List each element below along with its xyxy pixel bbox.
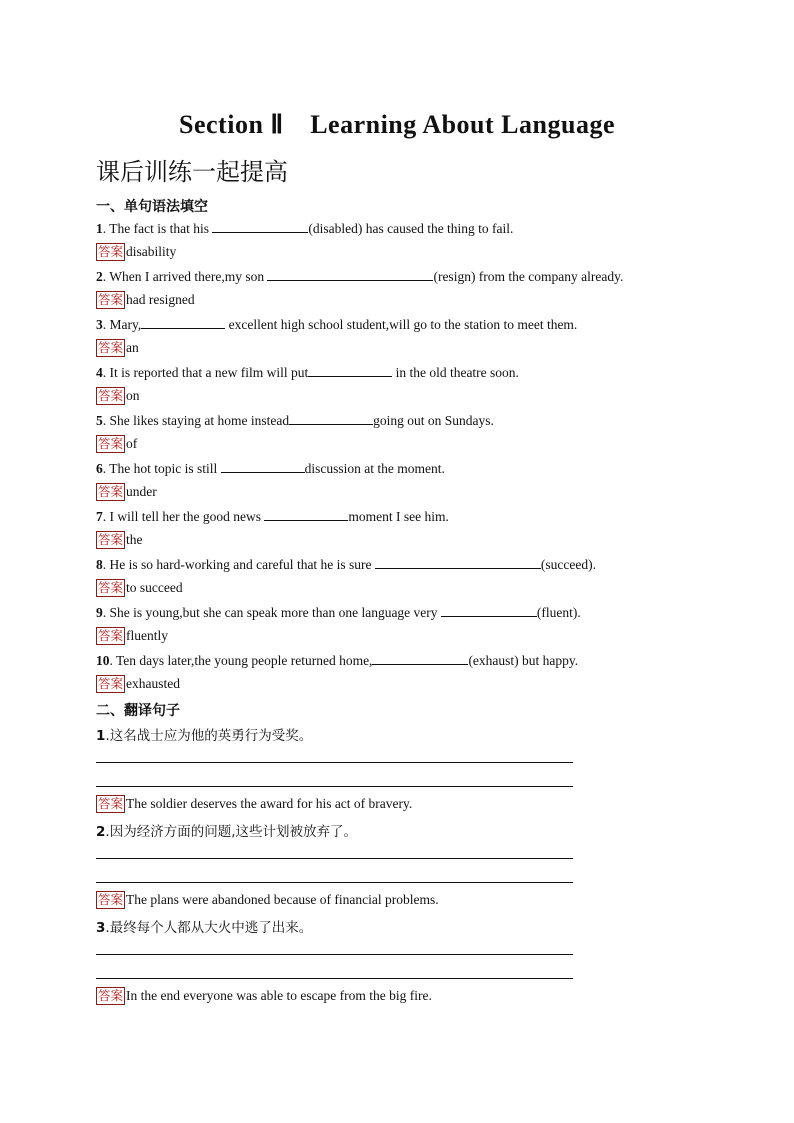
question-number: 1 bbox=[96, 728, 106, 744]
answer-blank bbox=[308, 364, 392, 377]
answer-row-3 bbox=[96, 339, 139, 357]
answer-row-8 bbox=[96, 579, 183, 597]
question-text-post: (succeed). bbox=[540, 557, 597, 572]
answer-badge: 答案 bbox=[98, 988, 124, 1003]
translation-answer-2 bbox=[96, 891, 439, 909]
question-2 bbox=[96, 268, 623, 285]
question-text-pre: . I will tell her the good news bbox=[102, 509, 265, 524]
answer-blank bbox=[212, 220, 308, 233]
answer-text: The soldier deserves the award for his act of bravery. bbox=[126, 796, 413, 811]
question-number: 2 bbox=[96, 269, 103, 284]
question-text-pre: . Mary, bbox=[102, 317, 142, 332]
section-heading-grammar: 一、单句语法填空 bbox=[96, 199, 208, 215]
question-3 bbox=[96, 316, 577, 333]
question-text-pre: . She likes staying at home instead bbox=[102, 413, 290, 428]
question-8 bbox=[96, 556, 596, 573]
answer-badge: 答案 bbox=[98, 628, 124, 643]
question-5 bbox=[96, 412, 494, 429]
answer-row-6 bbox=[96, 483, 157, 501]
writing-line bbox=[96, 786, 573, 787]
question-number: 3 bbox=[96, 317, 103, 332]
answer-blank bbox=[267, 268, 433, 281]
answer-row-4 bbox=[96, 387, 140, 405]
question-text-pre: . When I arrived there,my son bbox=[102, 269, 268, 284]
question-text-post: (fluent). bbox=[536, 605, 581, 620]
answer-badge: 答案 bbox=[98, 796, 124, 811]
question-text-post: excellent high school student,will go to the station to meet them. bbox=[225, 317, 578, 332]
answer-text: In the end everyone was able to escape from the big fire. bbox=[126, 988, 432, 1003]
question-6 bbox=[96, 460, 445, 477]
question-number: 7 bbox=[96, 509, 103, 524]
writing-line bbox=[96, 882, 573, 883]
answer-badge: 答案 bbox=[98, 340, 124, 355]
writing-line bbox=[96, 858, 573, 859]
translation-answer-3 bbox=[96, 987, 432, 1005]
translation-prompt-1 bbox=[96, 724, 312, 744]
answer-badge: 答案 bbox=[98, 388, 124, 403]
answer-blank bbox=[441, 604, 537, 617]
question-7 bbox=[96, 508, 449, 525]
answer-row-10 bbox=[96, 675, 180, 693]
section-heading-translation: 二、翻译句子 bbox=[96, 703, 180, 719]
question-text-pre: . She is young,but she can speak more than one language very bbox=[102, 605, 441, 620]
answer-badge: 答案 bbox=[98, 244, 124, 259]
answer-text: the bbox=[126, 532, 143, 547]
answer-blank bbox=[264, 508, 348, 521]
answer-blank bbox=[221, 460, 305, 473]
answer-badge: 答案 bbox=[98, 436, 124, 451]
answer-text: under bbox=[126, 484, 157, 499]
question-10 bbox=[96, 652, 578, 669]
answer-text: an bbox=[126, 340, 139, 355]
question-text-post: discussion at the moment. bbox=[304, 461, 445, 476]
translation-answer-1 bbox=[96, 795, 412, 813]
prompt-text: .这名战士应为他的英勇行为受奖。 bbox=[105, 728, 313, 744]
question-text-pre: . He is so hard-working and careful that he is sure bbox=[102, 557, 375, 572]
question-number: 1 bbox=[96, 221, 103, 236]
answer-text: to succeed bbox=[126, 580, 183, 595]
question-4 bbox=[96, 364, 519, 381]
answer-row-1 bbox=[96, 243, 176, 261]
question-text-post: in the old theatre soon. bbox=[392, 365, 519, 380]
writing-line bbox=[96, 978, 573, 979]
question-number: 10 bbox=[96, 653, 110, 668]
answer-badge: 答案 bbox=[98, 580, 124, 595]
answer-text: on bbox=[126, 388, 140, 403]
question-number: 6 bbox=[96, 461, 103, 476]
question-number: 8 bbox=[96, 557, 103, 572]
answer-badge: 答案 bbox=[98, 484, 124, 499]
answer-badge: 答案 bbox=[98, 532, 124, 547]
answer-blank bbox=[141, 316, 225, 329]
question-text-post: (disabled) has caused the thing to fail. bbox=[308, 221, 514, 236]
answer-text: The plans were abandoned because of financial problems. bbox=[126, 892, 439, 907]
question-text-post: (resign) from the company already. bbox=[433, 269, 624, 284]
writing-line bbox=[96, 954, 573, 955]
question-1 bbox=[96, 220, 513, 237]
prompt-text: .最终每个人都从大火中逃了出来。 bbox=[105, 920, 313, 936]
answer-blank bbox=[372, 652, 468, 665]
question-number: 4 bbox=[96, 365, 103, 380]
page-title: Section Ⅱ Learning About Language bbox=[179, 110, 615, 139]
question-number: 3 bbox=[96, 920, 106, 936]
answer-row-7 bbox=[96, 531, 143, 549]
question-text-post: going out on Sundays. bbox=[373, 413, 494, 428]
answer-text: disability bbox=[126, 244, 177, 259]
answer-text: exhausted bbox=[126, 676, 180, 691]
question-text-pre: . Ten days later,the young people returned home, bbox=[109, 653, 373, 668]
answer-blank bbox=[289, 412, 373, 425]
question-number: 5 bbox=[96, 413, 103, 428]
answer-row-2 bbox=[96, 291, 195, 309]
question-number: 9 bbox=[96, 605, 103, 620]
answer-badge: 答案 bbox=[98, 676, 124, 691]
answer-blank bbox=[375, 556, 541, 569]
translation-prompt-3 bbox=[96, 916, 312, 936]
prompt-text: .因为经济方面的问题,这些计划被放弃了。 bbox=[105, 824, 357, 840]
answer-text: of bbox=[126, 436, 138, 451]
question-text-post: (exhaust) but happy. bbox=[468, 653, 579, 668]
question-9 bbox=[96, 604, 581, 621]
writing-line bbox=[96, 762, 573, 763]
answer-badge: 答案 bbox=[98, 292, 124, 307]
translation-prompt-2 bbox=[96, 820, 357, 840]
question-text-pre: . It is reported that a new film will put bbox=[102, 365, 309, 380]
answer-row-5 bbox=[96, 435, 137, 453]
question-number: 2 bbox=[96, 824, 106, 840]
question-text-pre: . The hot topic is still bbox=[102, 461, 221, 476]
question-text-post: moment I see him. bbox=[348, 509, 449, 524]
page-subtitle: 课后训练一起提高 bbox=[96, 158, 288, 186]
answer-text: fluently bbox=[126, 628, 169, 643]
answer-row-9 bbox=[96, 627, 168, 645]
answer-text: had resigned bbox=[126, 292, 195, 307]
answer-badge: 答案 bbox=[98, 892, 124, 907]
question-text-pre: . The fact is that his bbox=[102, 221, 213, 236]
